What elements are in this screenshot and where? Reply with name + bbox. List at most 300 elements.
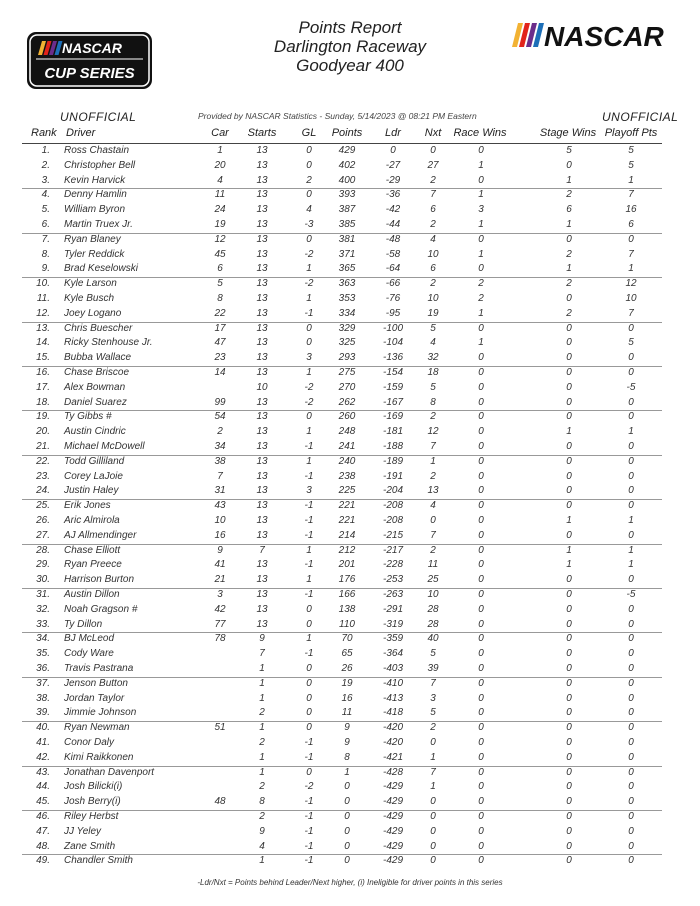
rank-cell: 42. [36, 751, 50, 763]
driver-cell: Ryan Blaney [64, 233, 121, 245]
playoff-pts-cell: 10 [625, 293, 637, 304]
race-wins-cell: 0 [478, 367, 484, 378]
nxt-cell: 0 [430, 515, 436, 526]
rank-cell: 47. [36, 825, 50, 837]
nxt-cell: 3 [430, 692, 436, 704]
points-cell: 8 [344, 751, 350, 763]
points-cell: 0 [344, 811, 350, 822]
starts-cell: 13 [256, 441, 268, 452]
race-wins-cell: 0 [478, 233, 484, 245]
ldr-cell: -428 [382, 766, 403, 778]
starts-cell: 13 [256, 293, 268, 304]
table-row [22, 766, 662, 781]
car-cell: 24 [214, 204, 226, 216]
driver-cell: Justin Haley [64, 485, 119, 497]
ldr-cell: -429 [382, 825, 403, 837]
points-cell: 381 [338, 233, 356, 245]
nxt-cell: 7 [430, 441, 436, 452]
race-wins-cell: 0 [478, 589, 484, 600]
rank-cell: 7. [41, 233, 50, 245]
ldr-cell: -228 [382, 559, 403, 571]
table-row [22, 721, 662, 736]
playoff-pts-cell: 5 [628, 337, 634, 349]
starts-cell: 2 [259, 811, 265, 822]
playoff-pts-cell: 0 [628, 322, 634, 334]
nxt-cell: 5 [430, 648, 436, 660]
stage-wins-cell: 0 [566, 603, 572, 615]
nxt-cell: 13 [427, 485, 439, 497]
nxt-cell: 6 [430, 263, 436, 275]
driver-cell: Tyler Reddick [64, 248, 125, 260]
rank-cell: 33. [36, 618, 50, 630]
points-cell: 221 [338, 515, 356, 526]
playoff-pts-cell: 0 [628, 811, 634, 822]
starts-cell: 13 [256, 307, 268, 319]
nxt-cell: 0 [430, 737, 436, 748]
starts-cell: 13 [256, 485, 268, 497]
ldr-cell: -136 [382, 352, 403, 364]
nxt-cell: 7 [430, 766, 436, 778]
race-wins-cell: 1 [478, 337, 484, 349]
stage-wins-cell: 0 [566, 159, 572, 171]
points-cell: 166 [338, 589, 356, 600]
driver-cell: Kyle Larson [64, 278, 117, 290]
playoff-pts-cell: 0 [628, 396, 634, 408]
playoff-pts-cell: 0 [628, 411, 634, 423]
gl-cell: -1 [304, 648, 314, 660]
table-row [22, 322, 662, 337]
gl-cell: 1 [306, 293, 312, 304]
gl-cell: -1 [304, 515, 314, 526]
points-cell: 201 [338, 559, 356, 571]
race-wins-cell: 0 [478, 322, 484, 334]
rank-cell: 46. [36, 811, 50, 822]
driver-cell: JJ Yeley [64, 825, 102, 837]
race-wins-cell: 0 [478, 855, 484, 867]
race-wins-cell: 0 [478, 692, 484, 704]
starts-cell: 8 [259, 796, 265, 808]
playoff-pts-cell: 0 [628, 352, 634, 364]
playoff-pts-cell: 1 [628, 544, 634, 556]
starts-cell: 13 [256, 248, 268, 260]
car-cell: 23 [214, 352, 226, 364]
points-cell: 221 [338, 500, 356, 512]
race-wins-cell: 2 [478, 278, 484, 290]
rank-cell: 18. [36, 396, 50, 408]
playoff-pts-cell: 0 [628, 722, 634, 734]
race-wins-cell: 2 [478, 293, 484, 304]
playoff-pts-cell: 0 [628, 796, 634, 808]
ldr-cell: -181 [382, 426, 403, 438]
driver-cell: BJ McLeod [64, 633, 115, 645]
race-wins-cell: 0 [478, 633, 484, 645]
table-row [22, 632, 662, 647]
playoff-pts-cell: 0 [628, 470, 634, 482]
gl-cell: 1 [306, 426, 312, 438]
stage-wins-cell: 0 [566, 707, 572, 719]
driver-cell: Ryan Newman [64, 722, 130, 734]
driver-cell: Erik Jones [64, 500, 111, 512]
stage-wins-cell: 0 [566, 692, 572, 704]
ldr-cell: -44 [385, 219, 401, 230]
car-cell: 77 [214, 618, 226, 630]
race-wins-cell: 0 [478, 677, 484, 689]
nxt-cell: 32 [427, 352, 439, 364]
playoff-pts-cell: 0 [628, 574, 634, 586]
ldr-cell: -167 [382, 396, 403, 408]
race-wins-cell: 0 [478, 515, 484, 526]
stage-wins-cell: 0 [566, 781, 572, 793]
table-row [22, 174, 662, 189]
stage-wins-cell: 2 [566, 278, 572, 290]
stage-wins-cell: 0 [566, 796, 572, 808]
points-cell: 138 [338, 603, 356, 615]
race-wins-cell: 0 [478, 618, 484, 630]
gl-cell: -1 [304, 589, 314, 600]
rank-cell: 30. [36, 574, 50, 586]
stage-wins-cell: 0 [566, 855, 572, 867]
table-row [22, 706, 662, 721]
table-row [22, 514, 662, 529]
ldr-cell: -364 [382, 648, 403, 660]
table-row [22, 425, 662, 440]
driver-cell: Bubba Wallace [64, 352, 132, 364]
car-cell: 6 [217, 263, 223, 275]
points-cell: 429 [338, 145, 356, 156]
car-cell: 17 [214, 322, 226, 334]
car-cell: 21 [214, 574, 226, 586]
stage-wins-cell: 0 [566, 529, 572, 541]
starts-cell: 2 [259, 737, 265, 748]
gl-cell: -2 [304, 781, 314, 793]
stage-wins-cell: 0 [566, 648, 572, 660]
rank-cell: 8. [41, 248, 50, 260]
gl-cell: 0 [306, 233, 312, 245]
gl-cell: 0 [306, 766, 312, 778]
playoff-pts-cell: 1 [628, 263, 634, 275]
gl-cell: 1 [306, 544, 312, 556]
gl-cell: 4 [306, 204, 312, 216]
cup-logo-top-text: NASCAR [62, 40, 122, 56]
table-row [22, 410, 662, 425]
nxt-cell: 10 [427, 248, 439, 260]
car-cell: 42 [214, 603, 226, 615]
table-row [22, 618, 662, 633]
playoff-pts-cell: 0 [628, 633, 634, 645]
playoff-pts-cell: -5 [626, 589, 636, 600]
race-wins-cell: 1 [478, 219, 484, 230]
table-row [22, 662, 662, 677]
playoff-pts-cell: 1 [628, 515, 634, 526]
table-row [22, 499, 662, 514]
race-wins-cell: 0 [478, 411, 484, 423]
car-cell: 20 [214, 159, 226, 171]
rank-cell: 31. [36, 589, 50, 600]
stage-wins-cell: 1 [566, 544, 572, 556]
stage-wins-cell: 0 [566, 737, 572, 748]
playoff-pts-cell: 0 [628, 500, 634, 512]
starts-cell: 13 [256, 352, 268, 364]
ldr-cell: -217 [382, 544, 403, 556]
playoff-pts-cell: 0 [628, 603, 634, 615]
gl-cell: -1 [304, 811, 314, 822]
starts-cell: 13 [256, 159, 268, 171]
nxt-cell: 6 [430, 204, 436, 216]
race-wins-cell: 0 [478, 603, 484, 615]
rank-cell: 24. [36, 485, 50, 497]
playoff-pts-cell: 0 [628, 751, 634, 763]
car-cell: 78 [214, 633, 226, 645]
starts-cell: 13 [256, 337, 268, 349]
car-cell: 7 [217, 470, 223, 482]
gl-cell: 1 [306, 574, 312, 586]
starts-cell: 1 [259, 855, 265, 867]
playoff-pts-cell: 12 [625, 278, 637, 290]
rank-cell: 28. [36, 544, 50, 556]
starts-cell: 9 [259, 825, 265, 837]
ldr-cell: -95 [385, 307, 401, 319]
stage-wins-cell: 0 [566, 381, 572, 393]
points-cell: 363 [338, 278, 356, 290]
driver-cell: William Byron [64, 204, 126, 216]
nxt-cell: 0 [430, 811, 436, 822]
table-row [22, 692, 662, 707]
col-points: Points [331, 127, 363, 139]
ldr-cell: -208 [382, 500, 403, 512]
starts-cell: 13 [256, 455, 268, 467]
nascar-logo [510, 18, 670, 52]
table-row [22, 825, 662, 840]
playoff-pts-cell: 0 [628, 840, 634, 852]
driver-cell: Chandler Smith [64, 855, 133, 867]
driver-cell: Chase Elliott [64, 544, 121, 556]
rank-cell: 38. [36, 692, 50, 704]
gl-cell: -1 [304, 840, 314, 852]
nxt-cell: 18 [427, 367, 439, 378]
playoff-pts-cell: 7 [628, 248, 634, 260]
driver-cell: Joey Logano [64, 307, 122, 319]
points-cell: 70 [341, 633, 353, 645]
cup-logo-bottom-text: CUP SERIES [44, 65, 135, 82]
driver-cell: Conor Daly [64, 737, 115, 748]
rank-cell: 14. [36, 337, 50, 349]
playoff-pts-cell: 16 [625, 204, 637, 216]
points-cell: 385 [338, 219, 356, 230]
points-cell: 26 [341, 663, 353, 674]
rank-cell: 17. [36, 381, 50, 393]
nxt-cell: 28 [427, 603, 439, 615]
ldr-cell: -64 [385, 263, 401, 275]
stage-wins-cell: 0 [566, 470, 572, 482]
starts-cell: 13 [256, 396, 268, 408]
col-nxt: Nxt [424, 127, 442, 139]
nxt-cell: 12 [427, 426, 439, 438]
table-row [22, 366, 662, 381]
driver-cell: Denny Hamlin [64, 189, 127, 201]
gl-cell: -1 [304, 441, 314, 452]
playoff-pts-cell: 5 [628, 159, 634, 171]
gl-cell: -2 [304, 278, 314, 290]
stage-wins-cell: 0 [566, 618, 572, 630]
driver-cell: Ty Dillon [64, 618, 103, 630]
nxt-cell: 27 [427, 159, 439, 171]
stage-wins-cell: 0 [566, 574, 572, 586]
race-wins-cell: 3 [478, 204, 484, 216]
ldr-cell: -188 [382, 441, 403, 452]
stage-wins-cell: 2 [566, 307, 572, 319]
car-cell: 8 [217, 293, 223, 304]
starts-cell: 13 [256, 500, 268, 512]
col-ldr: Ldr [385, 127, 401, 139]
driver-cell: Christopher Bell [64, 159, 136, 171]
points-cell: 9 [344, 737, 350, 748]
playoff-pts-cell: 0 [628, 618, 634, 630]
starts-cell: 13 [256, 233, 268, 245]
points-cell: 212 [338, 544, 356, 556]
nxt-cell: 1 [430, 781, 436, 793]
nxt-cell: 2 [430, 174, 436, 186]
nxt-cell: 7 [430, 529, 436, 541]
playoff-pts-cell: 1 [628, 426, 634, 438]
ldr-cell: -319 [382, 618, 403, 630]
playoff-pts-cell: 7 [628, 307, 634, 319]
table-row [22, 188, 662, 203]
points-cell: 241 [338, 441, 356, 452]
playoff-pts-cell: 0 [628, 455, 634, 467]
driver-cell: Riley Herbst [64, 811, 119, 822]
table-row [22, 396, 662, 411]
rank-cell: 1. [41, 145, 50, 156]
provided-by: Provided by NASCAR Statistics - Sunday, 5/14/2023 @ 08:21 PM Eastern [198, 111, 477, 121]
starts-cell: 13 [256, 426, 268, 438]
gl-cell: 1 [306, 263, 312, 275]
car-cell: 11 [214, 189, 226, 201]
gl-cell: 3 [306, 352, 312, 364]
nxt-cell: 0 [430, 840, 436, 852]
playoff-pts-cell: 6 [628, 219, 634, 230]
playoff-pts-cell: 0 [628, 825, 634, 837]
nxt-cell: 2 [430, 219, 436, 230]
race-wins-cell: 0 [478, 796, 484, 808]
rank-cell: 45. [36, 796, 50, 808]
table-row [22, 307, 662, 322]
ldr-cell: -42 [385, 204, 401, 216]
stage-wins-cell: 0 [566, 633, 572, 645]
points-cell: 248 [338, 426, 356, 438]
ldr-cell: -169 [382, 411, 403, 423]
starts-cell: 13 [256, 559, 268, 571]
race-wins-cell: 0 [478, 648, 484, 660]
ldr-cell: -420 [382, 737, 403, 748]
unofficial-right: UNOFFICIAL [602, 110, 679, 124]
starts-cell: 13 [256, 278, 268, 290]
playoff-pts-cell: 0 [628, 677, 634, 689]
rank-cell: 41. [36, 737, 50, 748]
gl-cell: 0 [306, 159, 312, 171]
gl-cell: 0 [306, 337, 312, 349]
ldr-cell: -418 [382, 707, 403, 719]
race-wins-cell: 0 [478, 663, 484, 674]
driver-cell: Aric Almirola [64, 515, 120, 526]
table-row [22, 751, 662, 766]
car-cell: 10 [214, 515, 226, 526]
points-cell: 275 [338, 367, 356, 378]
race-wins-cell: 0 [478, 722, 484, 734]
table-row [22, 529, 662, 544]
playoff-pts-cell: 1 [628, 559, 634, 571]
car-cell: 4 [217, 174, 223, 186]
gl-cell: 0 [306, 677, 312, 689]
gl-cell: -1 [304, 529, 314, 541]
starts-cell: 13 [256, 174, 268, 186]
nxt-cell: 2 [430, 278, 436, 290]
col-rank: Rank [31, 127, 57, 139]
col-race-wins: Race Wins [453, 127, 507, 139]
nxt-cell: 4 [430, 500, 436, 512]
rank-cell: 16. [36, 367, 50, 378]
driver-cell: Josh Bilicki(i) [64, 781, 123, 793]
nxt-cell: 25 [427, 574, 439, 586]
driver-cell: Corey LaJoie [64, 470, 123, 482]
rank-cell: 21. [36, 441, 50, 452]
gl-cell: -1 [304, 470, 314, 482]
car-cell: 3 [217, 589, 223, 600]
race-wins-cell: 0 [478, 426, 484, 438]
driver-cell: Josh Berry(i) [64, 796, 121, 808]
driver-cell: Jimmie Johnson [64, 707, 137, 719]
table-row [22, 336, 662, 351]
car-cell: 51 [214, 722, 226, 734]
stage-wins-cell: 6 [566, 204, 572, 216]
playoff-pts-cell: 5 [628, 145, 634, 156]
nxt-cell: 10 [427, 293, 439, 304]
stage-wins-cell: 0 [566, 663, 572, 674]
gl-cell: 0 [306, 603, 312, 615]
race-wins-cell: 0 [478, 544, 484, 556]
table-row [22, 470, 662, 485]
stage-wins-cell: 0 [566, 500, 572, 512]
car-cell: 43 [214, 500, 226, 512]
driver-cell: Michael McDowell [64, 441, 145, 452]
gl-cell: 0 [306, 618, 312, 630]
gl-cell: 3 [306, 485, 312, 497]
table-row [22, 203, 662, 218]
ldr-cell: -291 [382, 603, 403, 615]
starts-cell: 1 [259, 663, 265, 674]
col-car: Car [211, 127, 229, 139]
race-wins-cell: 0 [478, 470, 484, 482]
car-cell: 54 [214, 411, 226, 423]
points-cell: 402 [338, 159, 356, 171]
car-cell: 5 [217, 278, 223, 290]
race-wins-cell: 0 [478, 263, 484, 275]
gl-cell: -2 [304, 396, 314, 408]
race-wins-cell: 0 [478, 455, 484, 467]
ldr-cell: -76 [385, 293, 401, 304]
starts-cell: 1 [259, 677, 265, 689]
ldr-cell: -159 [382, 381, 403, 393]
table-row [22, 810, 662, 825]
rank-cell: 19. [36, 411, 50, 423]
driver-cell: Kyle Busch [64, 293, 115, 304]
car-cell: 47 [214, 337, 226, 349]
car-cell: 19 [214, 219, 226, 230]
nxt-cell: 4 [430, 233, 436, 245]
col-driver: Driver [66, 127, 96, 139]
starts-cell: 13 [256, 529, 268, 541]
stage-wins-cell: 0 [566, 751, 572, 763]
points-cell: 16 [341, 692, 353, 704]
